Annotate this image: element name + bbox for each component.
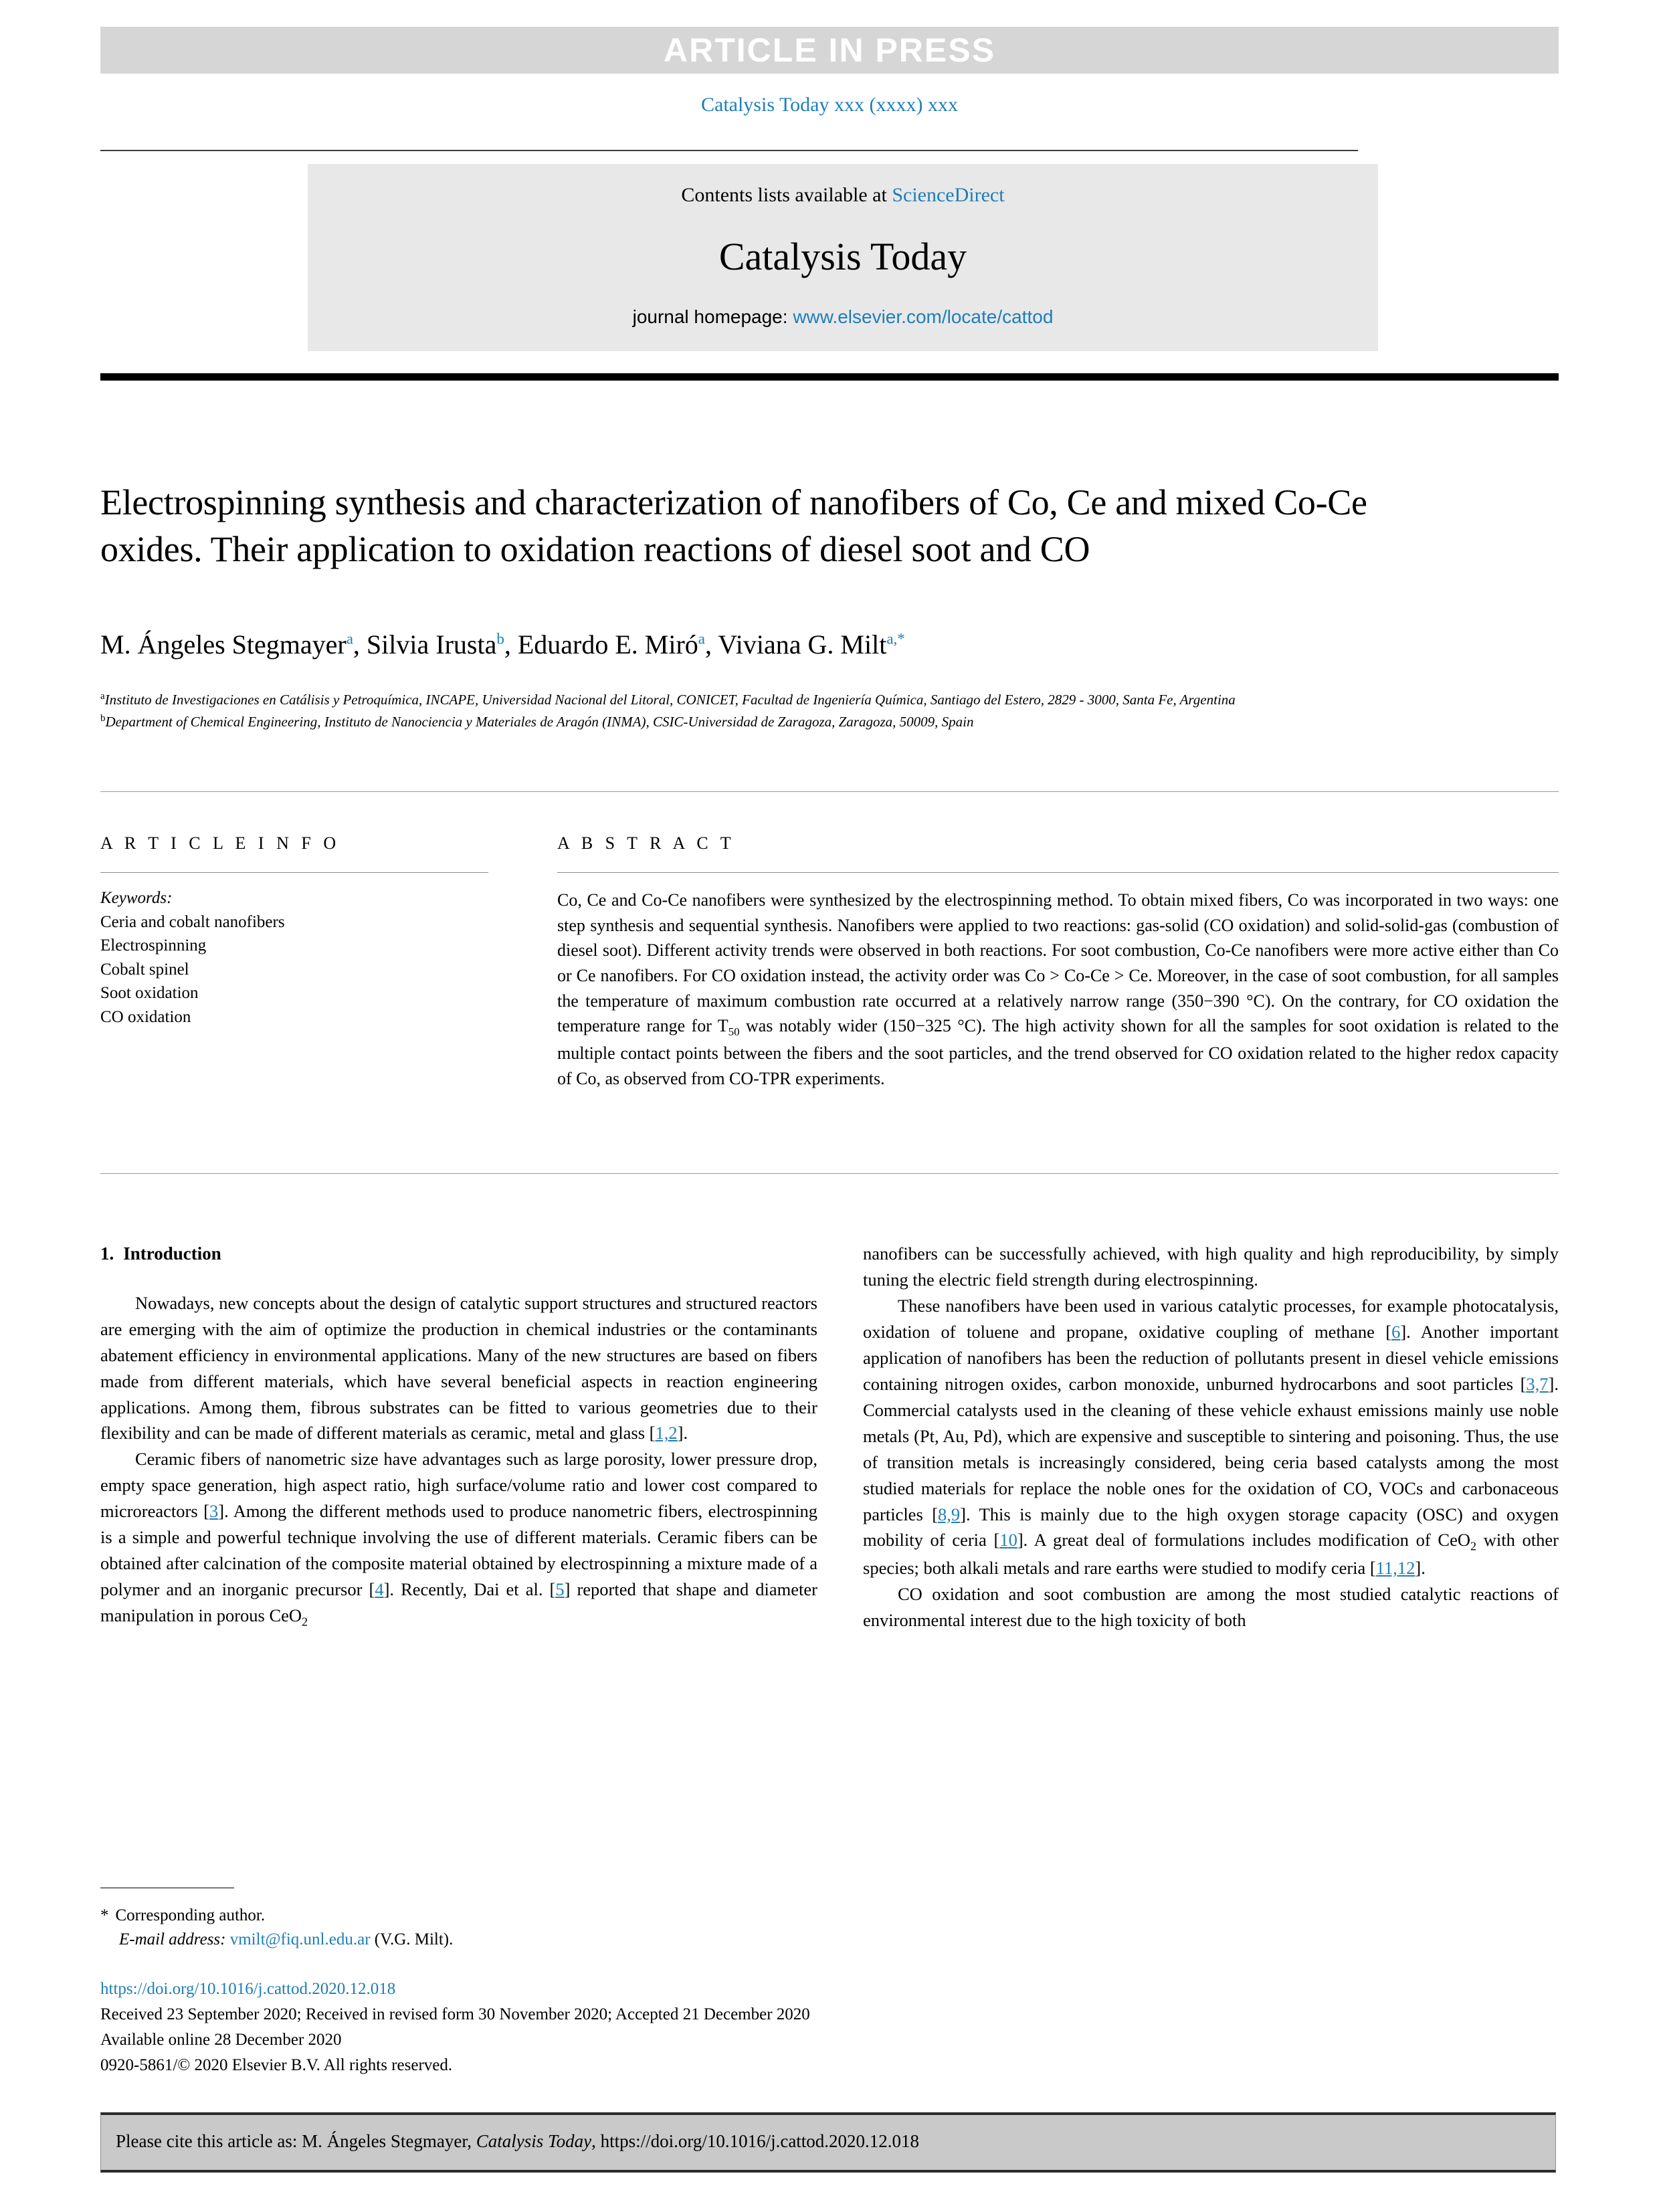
keywords-label: Keywords: <box>100 889 173 907</box>
body-paragraph: Ceramic fibers of nanometric size have advantages such as large porosity, lower pressure drop, empty space generation, high aspect ratio, high surface/volume ratio and lower cost compared to microreactors [3]. Among the different methods used to produce nanometric fibers, electrospinning is a simple and powerful technique involving the use of different materials. Ceramic fibers can be obtained after calcination of the composite material obtained by electrospinning a mixture made of a polymer and an inorganic precursor [4]. Recently, Dai et al. [5] reported that shape and diameter manipulation in porous CeO$_2$ <box>100 1449 817 1629</box>
article-in-press-banner <box>100 27 1559 74</box>
article-info-column <box>100 833 515 1029</box>
intro-paragraphs-left <box>100 1290 817 1631</box>
keyword-item: CO oxidation <box>100 1007 191 1026</box>
intro-paragraphs-right <box>863 1241 1559 1633</box>
section-number: 1. <box>100 1243 114 1264</box>
journal-masthead <box>308 164 1378 351</box>
footnote-block <box>100 1904 836 1952</box>
contents-line <box>308 184 1378 207</box>
abstract-bottom-divider <box>100 1173 1559 1174</box>
article-in-press-label: ARTICLE IN PRESS <box>664 31 995 69</box>
body-paragraph: These nanofibers have been used in various catalytic processes, for example photocatalysis, oxidation of toluene and propane, oxidative coupling of methane [6]. Another important application of nanofibers has been the reduction of pollutants present in diesel vehicle emissions containing nitrogen oxides, carbon monoxide, unburned hydrocarbons and soot particles [3,7]. Commercial catalysts used in the cleaning of these vehicle exhaust emissions mainly use noble metals (Pt, Au, Pd), which are expensive and susceptible to sintering and poisoning. Thus, the use of transition metals is increasingly considered, being ceria based catalysts among the most studied materials for replace the noble ones for the oxidation of CO, VOCs and carbonaceous particles [8,9]. This is mainly due to the high oxygen storage capacity (OSC) and oxygen mobility of ceria [10]. A great deal of formulations includes modification of CeO$_2$ with other species; both alkali metals and rare earths were studied to modify ceria [11,12]. <box>863 1295 1559 1579</box>
abstract-underline <box>557 872 1559 873</box>
cite-prefix: Please cite this article as: M. Ángeles Stegmayer, <box>116 2131 476 2151</box>
affiliation-list <box>100 689 1505 732</box>
header-divider <box>100 150 1358 151</box>
cite-suffix: , https://doi.org/10.1016/j.cattod.2020.12.018 <box>591 2131 920 2151</box>
email-link[interactable]: vmilt@fiq.unl.edu.ar <box>229 1930 371 1949</box>
cite-article-text <box>116 2131 919 2152</box>
citation-reference-link[interactable]: 8,9 <box>938 1504 961 1524</box>
body-column-right <box>863 1241 1559 1633</box>
copyright-line: 0920-5861/© 2020 Elsevier B.V. All rights reserved. <box>100 2056 453 2074</box>
asterisk-icon: * <box>100 1906 109 1924</box>
citation-reference-link[interactable]: 1,2 <box>655 1423 678 1443</box>
section-title: Introduction <box>123 1243 221 1264</box>
body-paragraph: nanofibers can be successfully achieved, with high quality and high reproducibility, by simply tuning the electric field strength during electrospinning. <box>863 1243 1559 1290</box>
corresponding-author-line <box>100 1904 836 1928</box>
masthead-bottom-rule <box>100 373 1559 381</box>
affiliation-mark: a <box>100 691 105 702</box>
affiliation-mark: b <box>100 712 106 724</box>
corresponding-author-text: Corresponding author. <box>115 1906 266 1924</box>
received-dates: Received 23 September 2020; Received in revised form 30 November 2020; Accepted 21 December 2020 <box>100 2005 810 2023</box>
body-paragraph: Nowadays, new concepts about the design of catalytic support structures and structured reactors are emerging with the aim of optimize the production in chemical industries or the contaminants abatement efficiency in environmental applications. Many of the new structures are based on fibers made from different materials, which have several beneficial aspects in reaction engineering applications. Among them, fibrous substrates can be fitted to various geometries due to their flexibility and can be made of different materials as ceramic, metal and glass [1,2]. <box>100 1292 817 1443</box>
author-name: Eduardo E. Miró <box>517 629 698 660</box>
citation-reference-link[interactable]: 3 <box>209 1501 219 1522</box>
homepage-prefix: journal homepage: <box>632 306 793 327</box>
sciencedirect-link[interactable]: ScienceDirect <box>892 184 1005 206</box>
publication-info <box>100 1977 1304 2078</box>
journal-homepage-link[interactable]: www.elsevier.com/locate/cattod <box>793 306 1054 327</box>
keyword-item: Electrospinning <box>100 936 207 954</box>
journal-homepage-line <box>308 306 1378 328</box>
affiliation-item: $^b$Department of Chemical Engineering, Instituto de Nanociencia y Materiales de Aragón (INMA), CSIC-Universidad de Zaragoza, Zaragoza, 50009, Spain <box>100 712 974 730</box>
journal-name: Catalysis Today <box>718 235 967 278</box>
author-affiliation-mark[interactable]: a,* <box>886 630 905 647</box>
page-title: Electrospinning synthesis and characterization of nanofibers of Co, Ce and mixed Co-Ce oxides. Their application to oxidation reactions of diesel soot and CO <box>100 482 1367 570</box>
info-top-divider <box>100 791 1559 792</box>
article-info-heading: A R T I C L E I N F O <box>100 833 340 853</box>
citation-reference-link[interactable]: 6 <box>1391 1321 1401 1342</box>
author-name: Viviana G. Milt <box>718 629 887 660</box>
cite-journal: Catalysis Today <box>476 2131 592 2151</box>
author-list: M. Ángeles Stegmayer$^a$, Silvia Irusta$^b$, Eduardo E. Miró$^a$, Viviana G. Milt$^{a,*}$ <box>100 629 905 660</box>
body-column-left <box>100 1241 817 1631</box>
keyword-item: Cobalt spinel <box>100 960 189 979</box>
contents-prefix: Contents lists available at <box>681 184 892 206</box>
keyword-item: Ceria and cobalt nanofibers <box>100 912 285 931</box>
chemical-subscript: 2 <box>302 1615 308 1629</box>
doi-link[interactable]: https://doi.org/10.1016/j.cattod.2020.12.018 <box>100 1980 396 1998</box>
author-name: M. Ángeles Stegmayer <box>100 629 347 660</box>
keywords-items <box>100 910 515 1029</box>
abstract-heading: A B S T R A C T <box>557 833 735 853</box>
author-name: Silvia Irusta <box>366 629 497 660</box>
keyword-item: Soot oxidation <box>100 984 199 1002</box>
citation-reference-link[interactable]: 10 <box>999 1530 1017 1550</box>
article-info-underline <box>100 872 488 873</box>
keywords-block <box>100 886 515 1029</box>
author-affiliation-mark[interactable]: b <box>496 630 504 647</box>
available-online: Available online 28 December 2020 <box>100 2031 342 2049</box>
citation-reference-link[interactable]: 3,7 <box>1526 1373 1549 1394</box>
running-head: Catalysis Today xxx (xxxx) xxx <box>701 94 958 116</box>
citation-reference-link[interactable]: 4 <box>375 1579 384 1600</box>
affiliation-item: $^a$Instituto de Investigaciones en Catálisis y Petroquímica, INCAPE, Universidad Nacional del Litoral, CONICET, Facultad de Ingeniería Química, Santiago del Estero, 2829 - 3000, Santa Fe, Argentina <box>100 691 1236 708</box>
abstract-text: Co, Ce and Co-Ce nanofibers were synthesized by the electrospinning method. To obtain mixed fibers, Co was incorporated in two ways: one step synthesis and sequential synthesis. Nanofibers were applied to two reactions: gas-solid (CO oxidation) and solid-solid-gas (combustion of diesel soot). Different activity trends were observed in both reactions. For soot combustion, Co-Ce nanofibers were more active either than Co or Ce nanofibers. For CO oxidation instead, the activity order was Co > Co-Ce > Ce. Moreover, in the case of soot combustion, for all samples the temperature of maximum combustion rate occurred at a relatively narrow range (350−390 °C). On the contrary, for CO oxidation the temperature range for $T_{50}$ was notably wider (150−325 °C). The high activity shown for all the samples for soot oxidation is related to the multiple contact points between the fibers and the soot particles, and the trend observed for CO oxidation related to the higher redox capacity of Co, as observed from CO-TPR experiments. <box>557 890 1559 1088</box>
email-line <box>100 1928 836 1952</box>
author-affiliation-mark[interactable]: a <box>698 630 706 647</box>
cite-article-box <box>100 2112 1556 2173</box>
citation-reference-link[interactable]: 5 <box>555 1579 565 1600</box>
author-affiliation-mark[interactable]: a <box>346 630 353 647</box>
email-owner: (V.G. Milt). <box>374 1930 454 1949</box>
abstract-subscript: 50 <box>728 1025 740 1039</box>
email-label: E-mail address: <box>119 1930 226 1949</box>
section-heading-introduction <box>100 1241 817 1268</box>
chemical-subscript: 2 <box>1470 1539 1476 1553</box>
abstract-column <box>557 833 1559 1092</box>
body-paragraph: CO oxidation and soot combustion are among the most studied catalytic reactions of environmental interest due to the high toxicity of both <box>863 1584 1559 1631</box>
citation-reference-link[interactable]: 11,12 <box>1375 1558 1416 1579</box>
